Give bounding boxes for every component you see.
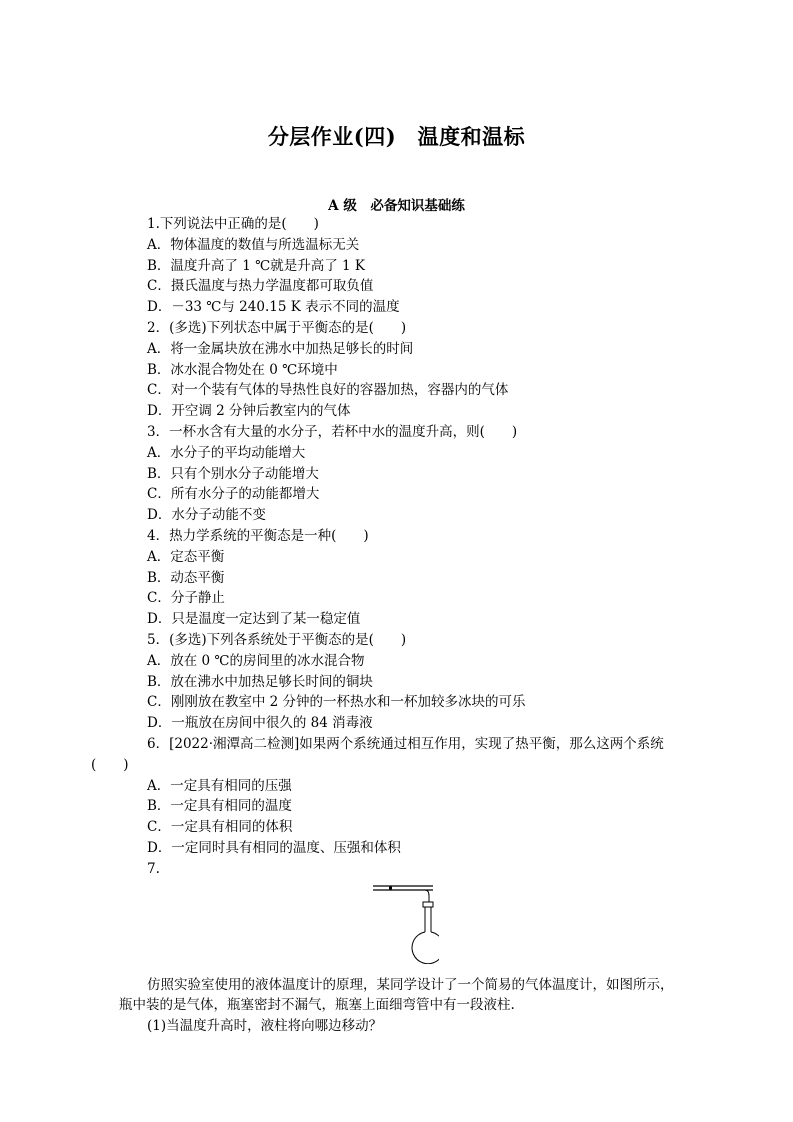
q6-stem-continuation: ( ) (91, 756, 129, 773)
question-list (91, 214, 679, 1037)
q2-option-b: B．冰水混合物处在 0 ℃环境中 (147, 361, 338, 378)
q2-option-a: A．将一金属块放在沸水中加热足够长的时间 (147, 340, 414, 357)
q7-subquestion-1: (1)当温度升高时，液柱将向哪边移动？ (147, 1018, 383, 1035)
stopper (423, 902, 433, 907)
q7-number: 7. (147, 860, 160, 877)
bent-tube (425, 890, 429, 902)
q6-option-c: C．一定具有相同的体积 (147, 819, 293, 836)
q1-option-d: D．－33 ℃与 240.15 K 表示不同的温度 (147, 299, 400, 316)
q5-option-c: C．刚刚放在教室中 2 分钟的一杯热水和一杯加较多冰块的可乐 (147, 694, 526, 711)
q2-stem: 2．(多选)下列状态中属于平衡态的是( ) (147, 319, 407, 336)
q3-option-d: D．水分子动能不变 (147, 507, 266, 524)
q6-option-a: A．一定具有相同的压强 (147, 777, 292, 794)
q2-option-d: D．开空调 2 分钟后教室内的气体 (147, 403, 351, 420)
q4-option-a: A．定态平衡 (147, 548, 225, 565)
q5-stem: 5．(多选)下列各系统处于平衡态的是( ) (147, 631, 407, 648)
q6-option-b: B．一定具有相同的温度 (147, 798, 292, 815)
q4-option-b: B．动态平衡 (147, 569, 225, 586)
q4-option-d: D．只是温度一定达到了某一稳定值 (147, 611, 361, 628)
q3-option-b: B．只有个别水分子动能增大 (147, 465, 319, 482)
q5-option-a: A．放在 0 ℃的房间里的冰水混合物 (147, 652, 365, 669)
q3-option-c: C．所有水分子的动能都增大 (147, 486, 320, 503)
q1-option-b: B．温度升高了 1 ℃就是升高了 1 K (147, 257, 365, 274)
q3-option-a: A．水分子的平均动能增大 (147, 444, 306, 461)
q5-option-b: B．放在沸水中加热足够长时间的铜块 (147, 673, 373, 690)
q1-stem: 1.下列说法中正确的是( ) (147, 216, 319, 232)
q5-option-d: D．一瓶放在房间中很久的 84 消毒液 (147, 715, 373, 732)
liquid-column (389, 886, 392, 889)
flask-diagram (369, 884, 439, 964)
flask-bulb (412, 932, 439, 964)
q4-option-c: C．分子静止 (147, 590, 225, 607)
gas-thermometer-figure (119, 880, 679, 975)
q4-stem: 4．热力学系统的平衡态是一种( ) (147, 527, 369, 544)
q1-option-c: C．摄氏温度与热力学温度都可取负值 (147, 278, 374, 295)
page-title: 分层作业(四) 温度和温标 (267, 124, 526, 149)
q3-stem: 3．一杯水含有大量的水分子，若杯中水的温度升高，则( ) (147, 423, 518, 440)
q7-paragraph: 仿照实验室使用的液体温度计的原理，某同学设计了一个简易的气体温度计，如图所示，瓶中装的是气体，瓶塞密封不漏气，瓶塞上面细弯管中有一段液柱. (119, 976, 674, 1014)
q6-stem: 6．[2022·湘潭高二检测]如果两个系统通过相互作用，实现了热平衡，那么这两个系统 (147, 735, 664, 752)
section-heading: A 级 必备知识基础练 (328, 198, 465, 214)
q6-option-d: D．一定同时具有相同的温度、压强和体积 (147, 839, 401, 856)
q2-option-c: C．对一个装有气体的导热性良好的容器加热，容器内的气体 (147, 382, 509, 399)
q1-option-a: A．物体温度的数值与所选温标无关 (147, 236, 360, 253)
